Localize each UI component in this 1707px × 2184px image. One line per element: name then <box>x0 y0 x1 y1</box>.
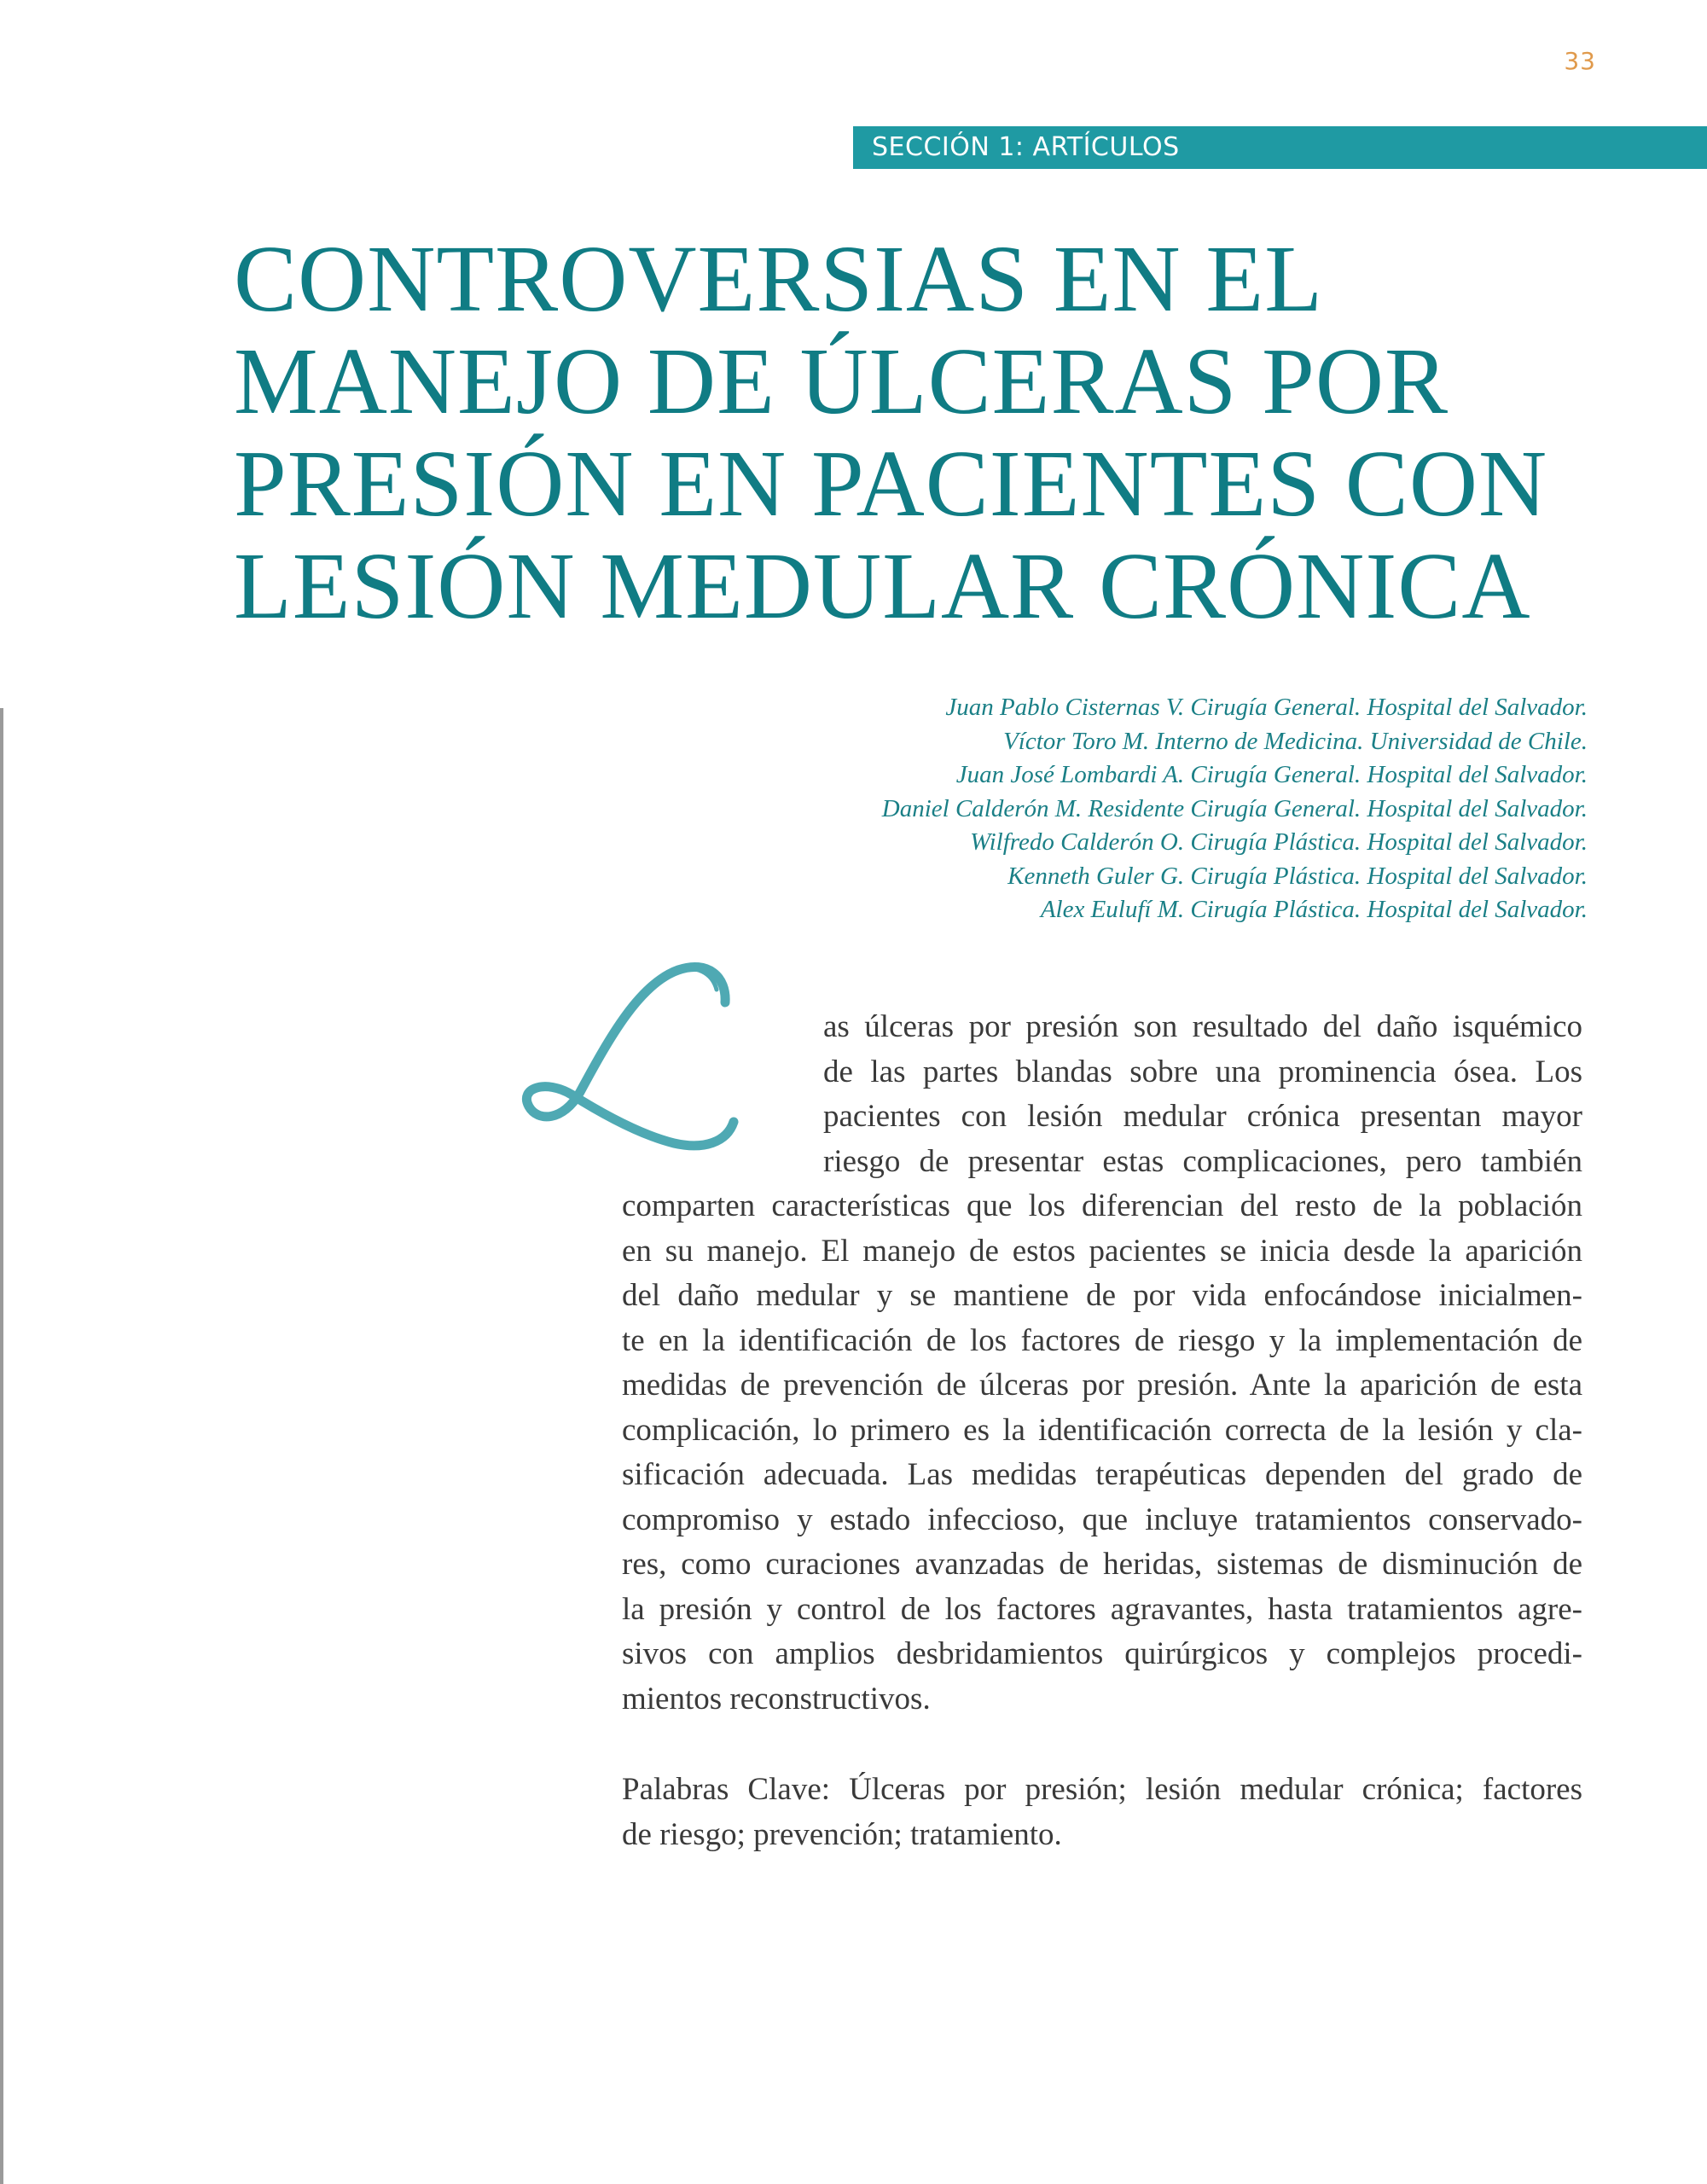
keywords-line: Palabras Clave: Úlceras por presión; lesión medular crónica; factores <box>622 1772 1582 1807</box>
abstract-line: medidas de prevención de úlceras por presión. Ante la aparición de esta <box>622 1368 1582 1403</box>
abstract-line: pacientes con lesión medular crónica presentan mayor <box>823 1099 1582 1134</box>
author-line: Daniel Calderón M. Residente Cirugía General. Hospital del Salvador. <box>881 794 1588 822</box>
page-edge-rule <box>0 708 3 2184</box>
abstract-line: comparten características que los diferencian del resto de la población <box>622 1188 1582 1223</box>
title-line: CONTROVERSIAS EN EL <box>234 227 1324 332</box>
abstract-body <box>622 1005 1582 1722</box>
title-line: MANEJO DE ÚLCERAS POR <box>234 329 1449 434</box>
abstract-line: de las partes blandas sobre una prominencia ósea. Los <box>823 1054 1582 1089</box>
abstract-line: del daño medular y se mantiene de por vida enfocándose inicialmen- <box>622 1278 1582 1313</box>
page-number: 33 <box>1564 47 1596 75</box>
author-line: Víctor Toro M. Interno de Medicina. Universidad de Chile. <box>1003 727 1588 755</box>
abstract-line: mientos reconstructivos. <box>622 1681 931 1716</box>
abstract-line: sificación adecuada. Las medidas terapéuticas dependen del grado de <box>622 1457 1582 1492</box>
author-line: Kenneth Guler G. Cirugía Plástica. Hospital del Salvador. <box>1007 862 1588 890</box>
keywords-line: de riesgo; prevención; tratamiento. <box>622 1816 1062 1852</box>
title-line: LESIÓN MEDULAR CRÓNICA <box>234 534 1531 639</box>
author-line: Alex Eulufí M. Cirugía Plástica. Hospital del Salvador. <box>1040 896 1588 923</box>
abstract-line: en su manejo. El manejo de estos pacientes se inicia desde la aparición <box>622 1233 1582 1269</box>
abstract-line: sivos con amplios desbridamientos quirúrgicos y complejos procedi- <box>622 1636 1582 1671</box>
abstract-line: riesgo de presentar estas complicaciones, pero también <box>823 1143 1582 1179</box>
author-line: Juan Pablo Cisternas V. Cirugía General. Hospital del Salvador. <box>945 694 1588 721</box>
abstract-line: res, como curaciones avanzadas de heridas, sistemas de disminución de <box>622 1547 1582 1582</box>
abstract-line: as úlceras por presión son resultado del daño isquémico <box>823 1009 1582 1044</box>
author-line: Wilfredo Calderón O. Cirugía Plástica. Hospital del Salvador. <box>970 828 1588 856</box>
section-label: SECCIÓN 1: ARTÍCULOS <box>853 126 1707 169</box>
keywords <box>622 1768 1582 1857</box>
abstract-line: compromiso y estado infeccioso, que incluye tratamientos conservado- <box>622 1502 1582 1537</box>
title-line: PRESIÓN EN PACIENTES CON <box>234 432 1548 537</box>
article-title <box>234 229 1599 638</box>
abstract-line: complicación, lo primero es la identificación correcta de la lesión y cla- <box>622 1412 1582 1448</box>
author-list <box>649 691 1588 927</box>
abstract-line: te en la identificación de los factores de riesgo y la implementación de <box>622 1322 1582 1358</box>
author-line: Juan José Lombardi A. Cirugía General. Hospital del Salvador. <box>955 761 1588 788</box>
abstract-line: la presión y control de los factores agravantes, hasta tratamientos agre- <box>622 1591 1582 1627</box>
